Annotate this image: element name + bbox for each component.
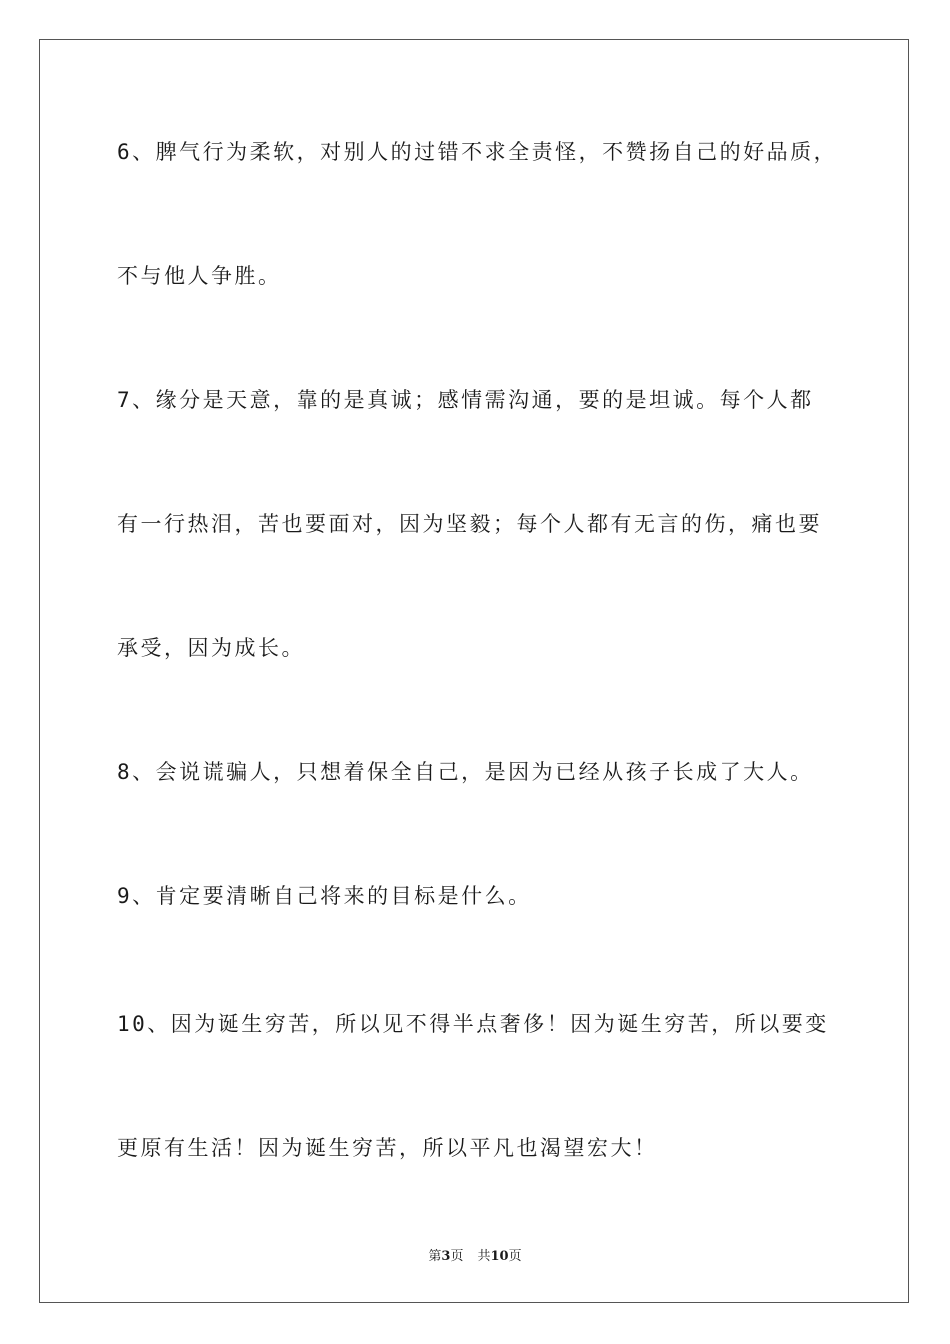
body-line: 8、会说谎骗人，只想着保全自己，是因为已经从孩子长成了大人。 — [117, 760, 814, 784]
body-line: 更原有生活！因为诞生穷苦，所以平凡也渴望宏大！ — [117, 1136, 658, 1160]
total-prefix: 共 — [477, 1249, 491, 1264]
current-page-number: 3 — [441, 1249, 451, 1264]
body-line: 10、因为诞生穷苦，所以见不得半点奢侈！因为诞生穷苦，所以要变 — [117, 1012, 829, 1036]
body-line: 承受，因为成长。 — [117, 636, 305, 660]
total-suffix: 页 — [508, 1249, 522, 1264]
page-border — [39, 39, 909, 1303]
page-prefix: 第 — [428, 1249, 442, 1264]
total-pages-number: 10 — [490, 1249, 509, 1264]
body-line: 6、脾气行为柔软，对别人的过错不求全责怪，不赞扬自己的好品质， — [117, 140, 838, 164]
page-suffix: 页 — [450, 1249, 464, 1264]
body-line: 不与他人争胜。 — [117, 264, 282, 288]
body-line: 9、肯定要清晰自己将来的目标是什么。 — [117, 884, 532, 908]
page-footer — [0, 1248, 950, 1266]
body-line: 有一行热泪，苦也要面对，因为坚毅；每个人都有无言的伤，痛也要 — [117, 512, 822, 536]
body-line: 7、缘分是天意，靠的是真诚；感情需沟通，要的是坦诚。每个人都 — [117, 388, 814, 412]
